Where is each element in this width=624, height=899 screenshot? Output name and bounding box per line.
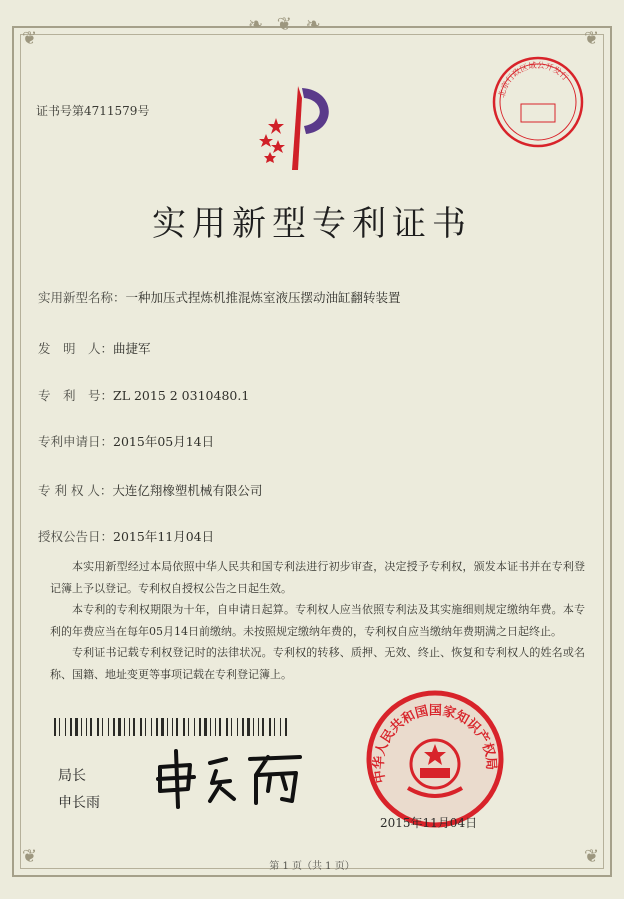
agency-stamp	[488, 52, 588, 152]
field-grant-date	[38, 527, 214, 545]
field-utility-model-name	[38, 288, 401, 306]
corner-ornament-icon: ❦	[22, 28, 42, 49]
field-label: 专 利 权 人：	[38, 483, 113, 498]
field-application-date	[38, 432, 214, 450]
field-value: 2015年05月14日	[113, 434, 215, 449]
corner-ornament-icon: ❦	[22, 846, 42, 867]
field-value: 一种加压式捏炼机推混炼室液压摆动油缸翻转装置	[125, 290, 401, 305]
page-number: 第 1 页（共 1 页）	[269, 861, 355, 872]
corner-ornament-icon: ❦	[584, 28, 604, 49]
field-value: 2015年11月04日	[113, 529, 215, 544]
body-paragraph: 专利证书记载专利权登记时的法律状况。专利权的转移、质押、无效、终止、恢复和专利权人的姓名或名称、国籍、地址变更等事项记载在专利登记簿上。	[50, 646, 585, 681]
page-title: 实用新型专利证书	[152, 204, 472, 244]
field-label: 专 利 号：	[38, 388, 114, 403]
field-inventor	[38, 339, 151, 357]
signatory-title: 局长	[58, 768, 86, 784]
body-paragraph: 本实用新型经过本局依照中华人民共和国专利法进行初步审查，决定授予专利权，颁发本证书并在专利登记簿上予以登记。专利权自授权公告之日起生效。	[50, 560, 585, 595]
certificate-body	[50, 556, 585, 685]
official-seal-text: 中华人民共和国国家知识产权局	[371, 703, 499, 785]
field-value: 曲捷军	[113, 341, 151, 356]
field-label: 授权公告日：	[38, 529, 114, 544]
body-paragraph: 本专利的专利权期限为十年，自申请日起算。专利权人应当依照专利法及其实施细则规定缴纳年费。本专利的年费应当在每年05月14日前缴纳。未按照规定缴纳年费的，专利权自应当缴纳年费期满之日起终止。	[50, 603, 585, 638]
svg-text:北京行政区域公开发行	[496, 60, 570, 99]
corner-ornament-icon: ❦	[584, 846, 604, 867]
barcode	[54, 718, 294, 736]
signature	[150, 745, 310, 810]
field-label: 实用新型名称：	[38, 290, 126, 305]
field-label: 发 明 人：	[38, 341, 114, 356]
field-label: 专利申请日：	[38, 434, 114, 449]
field-value: 大连亿翔橡塑机械有限公司	[112, 483, 263, 498]
certificate-number: 证书号第4711579号	[36, 104, 150, 118]
signatory-name: 申长雨	[58, 795, 100, 811]
field-value: ZL 2015 2 0310480.1	[113, 388, 250, 403]
field-patent-number	[38, 386, 249, 404]
field-patentee	[38, 481, 262, 499]
top-ornament-icon: ❧ ❦ ❧	[248, 14, 325, 35]
official-seal	[364, 688, 506, 830]
patent-office-logo-icon	[246, 78, 346, 178]
seal-date: 2015年11月04日	[380, 816, 478, 830]
agency-stamp-text: 北京行政区域公开发行	[497, 60, 570, 99]
